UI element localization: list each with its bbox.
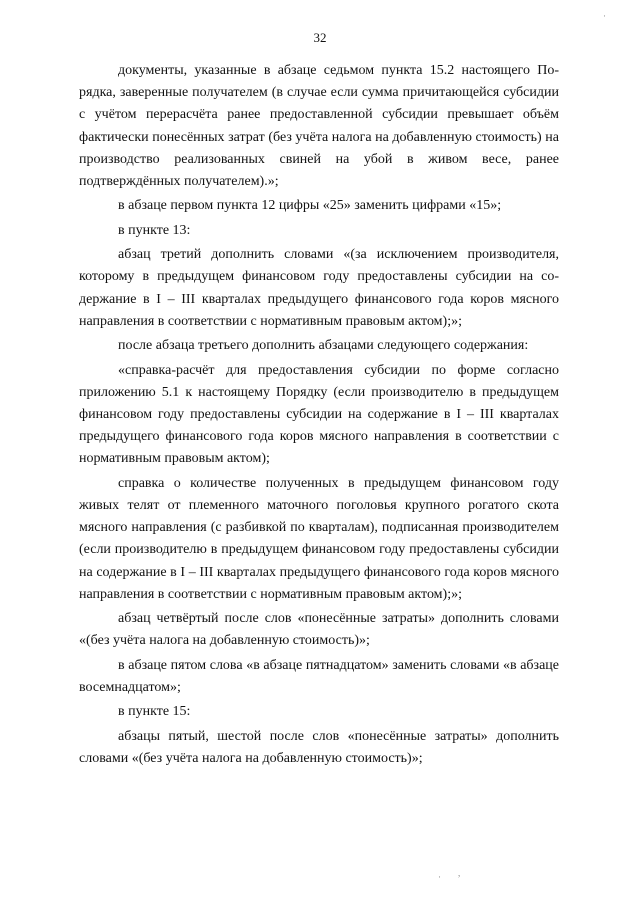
page-number: 32	[313, 30, 327, 45]
scan-dot-mark: ,	[458, 868, 461, 878]
paragraph: после абзаца третьего дополнить абзацами следующего содержания:	[118, 338, 529, 354]
paragraph: в пункте 15:	[118, 704, 191, 720]
paragraph: в абзаце пятом слова «в абзаце пятнадцатом» заменить словами «в абзаце восемнадцатом»;	[79, 657, 559, 695]
scan-dot-mark: ·	[438, 872, 441, 882]
document-body	[79, 60, 559, 772]
paragraph: документы, указанные в абзаце седьмом пункта 15.2 настоящего Порядка, заверенные получателем (в случае если сумма причитающейся субсидии с учётом перерасчёта ранее предоставленной субсидии превышает объём фактически понесённых затрат (без учёта налога на добавленную стоимость) на производство реализованных свиней на убой в живом весе, ранее подтверждённых получателем).»;	[79, 63, 559, 190]
paragraph: абзац третий дополнить словами «(за исключением производителя, которому в предыдущем финансовом году предоставлены субсидии на содержание в I – III кварталах предыдущего финансового года коров мясного направления в соответствии с нормативным правовым актом);»;	[79, 247, 559, 329]
paragraph: «справка-расчёт для предоставления субсидии по форме согласно приложению 5.1 к настоящему Порядку (если производителю в предыдущем финансовом году предоставлены субсидии на содержание в I – III кварталах предыдущего финансового года коров мясного направления в соответствии с нормативным правовым актом);	[79, 362, 559, 467]
scan-dot-mark: ·	[603, 11, 606, 21]
paragraph: в пункте 13:	[118, 222, 191, 238]
paragraph: справка о количестве полученных в предыдущем финансовом году живых телят от племенного маточного поголовья крупного рогатого скота мясного направления (с разбивкой по кварталам), подписанная производителем (если производителю в предыдущем финансовом году предоставлены субсидии на содержание в I – III кварталах предыдущего финансового года коров мясного направления в соответствии с нормативным правовым актом);»;	[79, 475, 559, 602]
paragraph: в абзаце первом пункта 12 цифры «25» заменить цифрами «15»;	[118, 198, 502, 214]
paragraph: абзацы пятый, шестой после слов «понесённые затраты» дополнить словами «(без учёта налога на добавленную стоимость)»;	[79, 728, 559, 766]
paragraph: абзац четвёртый после слов «понесённые затраты» дополнить словами «(без учёта налога на добавленную стоимость)»;	[79, 611, 559, 649]
